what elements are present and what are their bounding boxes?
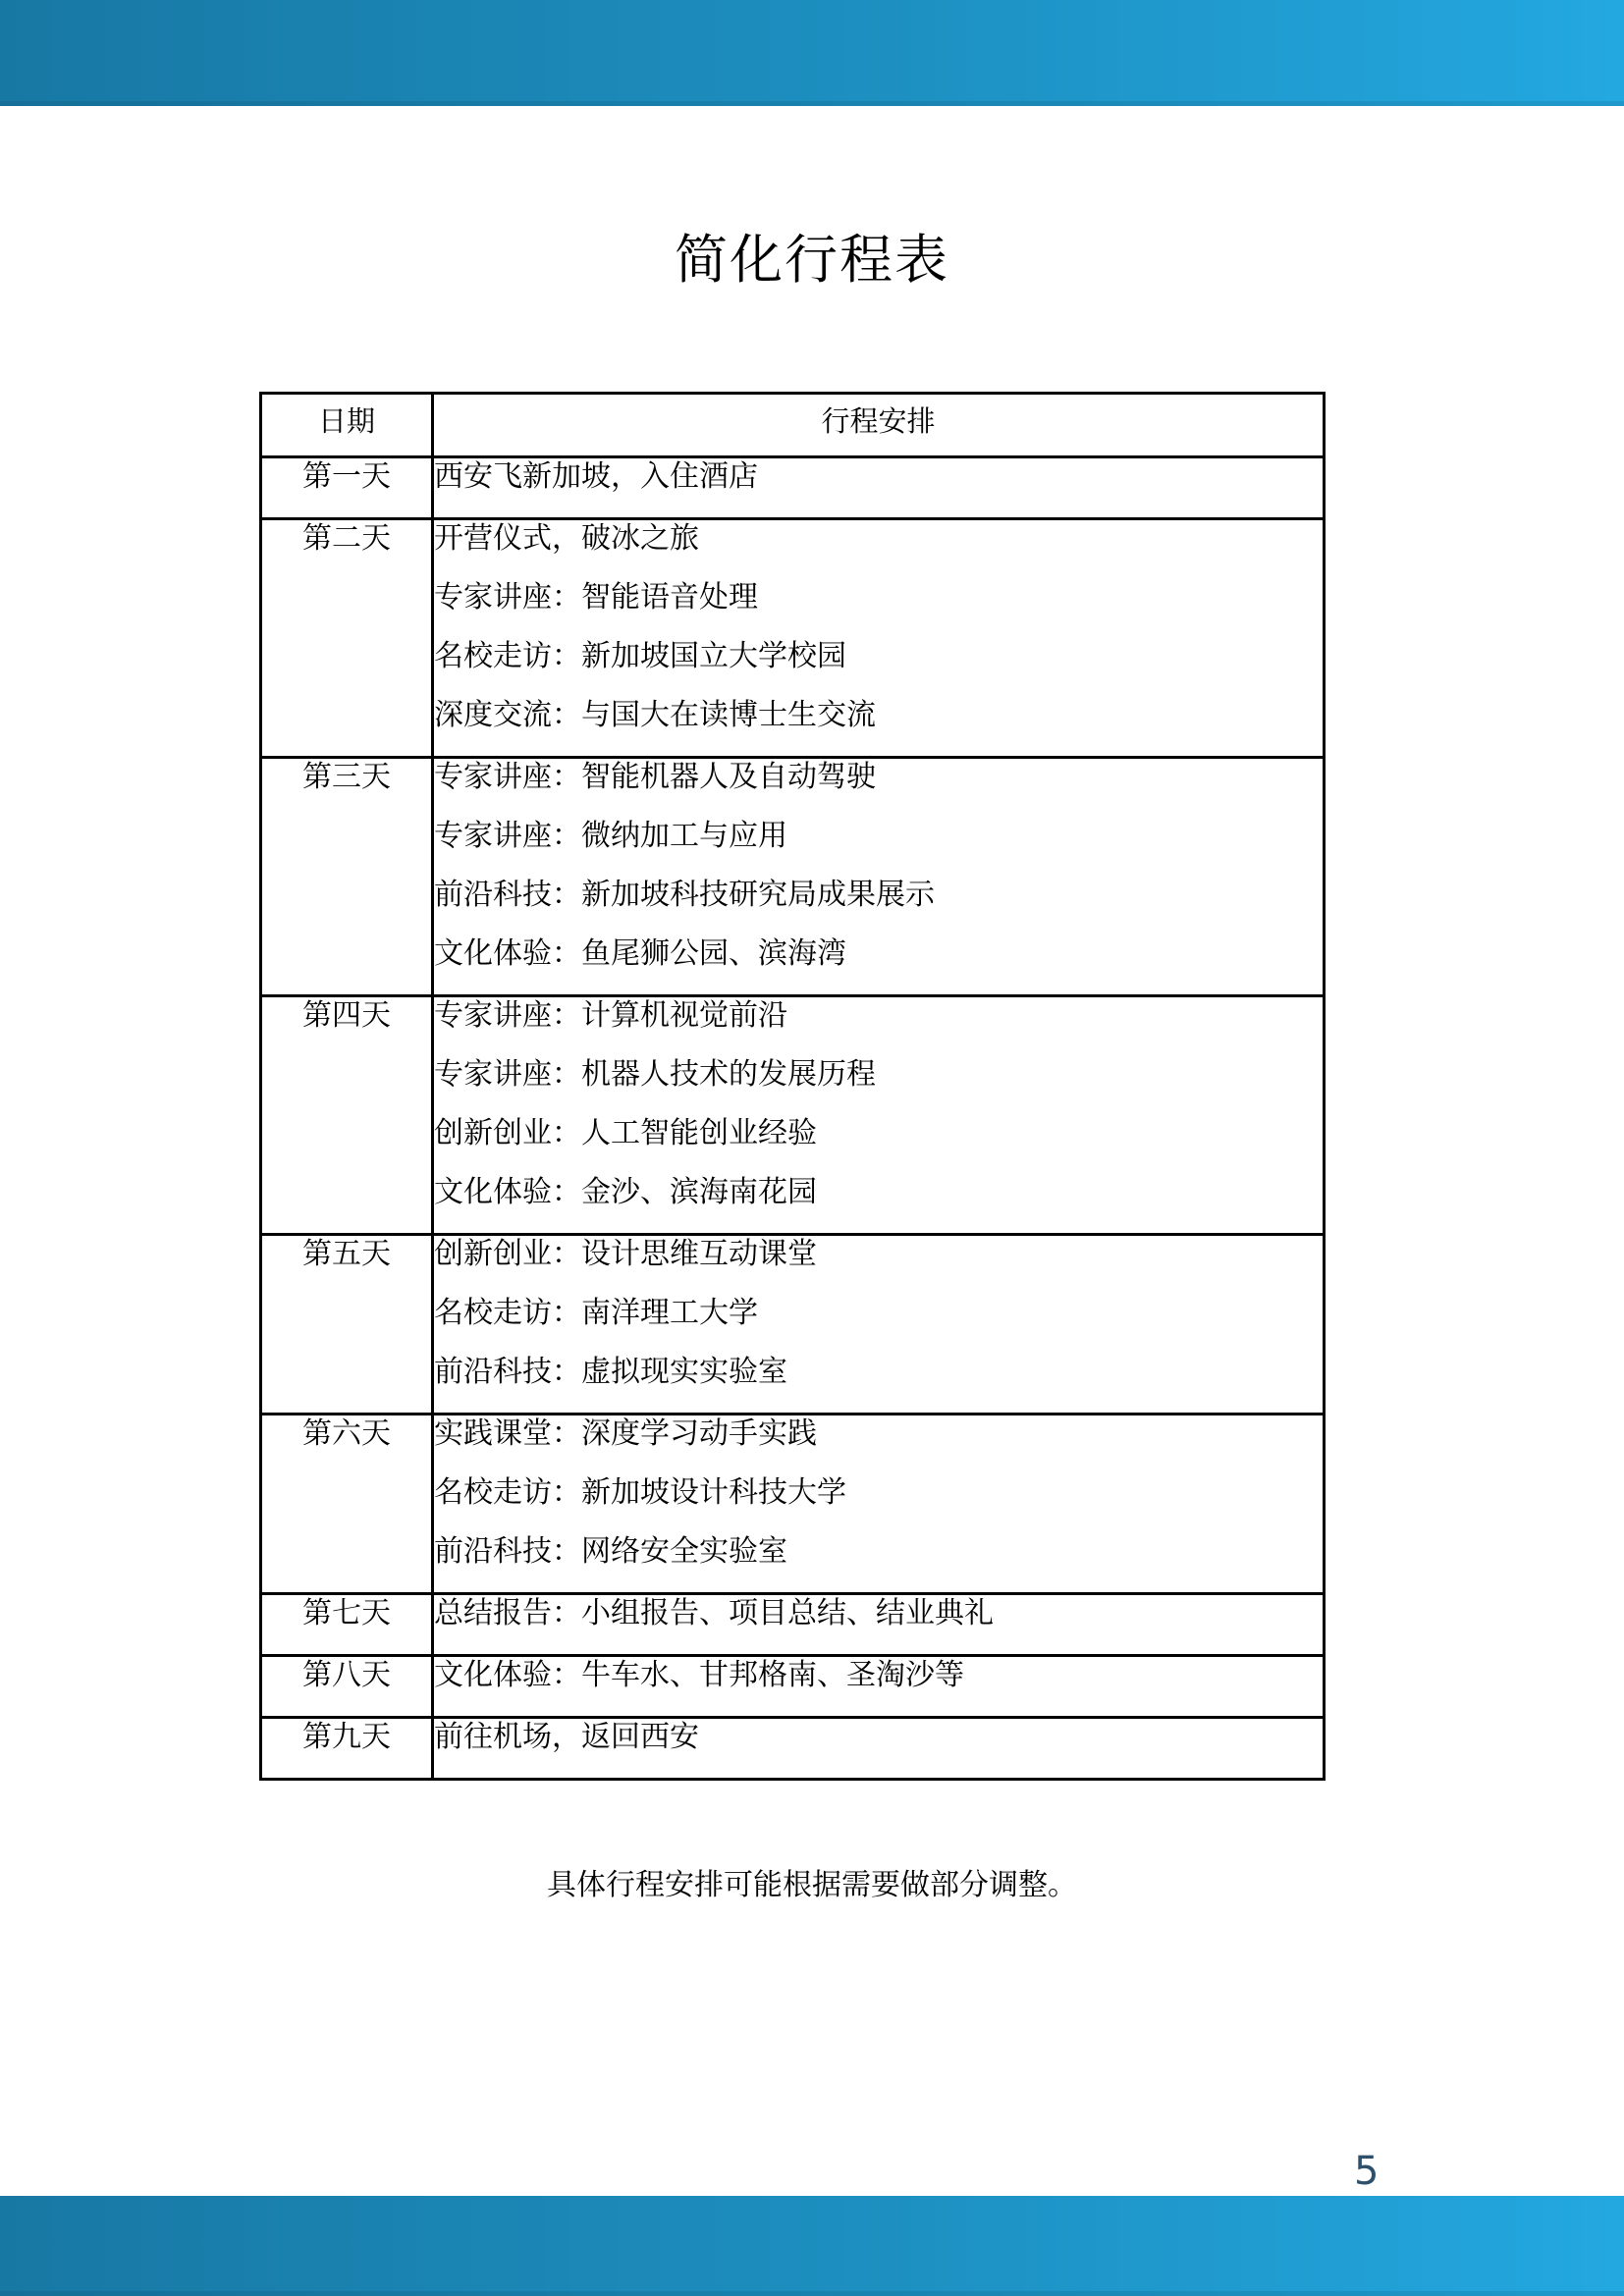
day-cell (261, 1235, 433, 1415)
activities-cell (433, 1718, 1325, 1780)
activity-line: 前往机场，返回西安 (434, 1721, 699, 1753)
activity-line: 开营仪式，破冰之旅 (434, 522, 699, 555)
activity-line: 前沿科技：新加坡科技研究局成果展示 (434, 879, 935, 911)
header-date: 日期 (261, 394, 433, 457)
table-row (261, 1656, 1325, 1718)
activity-line: 专家讲座：机器人技术的发展历程 (434, 1058, 876, 1091)
activities-cell (433, 1235, 1325, 1415)
day-cell (261, 519, 433, 758)
header-schedule: 行程安排 (433, 394, 1325, 457)
page-number: 5 (1354, 2149, 1380, 2194)
activities-cell (433, 996, 1325, 1235)
day-label: 第二天 (302, 522, 391, 555)
activity-line: 前沿科技：网络安全实验室 (434, 1535, 787, 1568)
day-label: 第一天 (302, 460, 391, 493)
day-label: 第三天 (302, 761, 391, 793)
activity-line: 专家讲座：智能语音处理 (434, 581, 758, 614)
activity-line: 文化体验：金沙、滨海南花园 (434, 1176, 817, 1208)
activity-line: 深度交流：与国大在读博士生交流 (434, 699, 876, 731)
table-row (261, 996, 1325, 1235)
table-header-row (261, 394, 1325, 457)
day-label: 第五天 (302, 1238, 391, 1270)
activity-line: 名校走访：新加坡国立大学校园 (434, 640, 846, 672)
table-body (261, 457, 1325, 1780)
day-cell (261, 758, 433, 996)
page-title: 简化行程表 (675, 231, 949, 291)
itinerary-table (259, 392, 1326, 1781)
day-cell (261, 996, 433, 1235)
activity-line: 专家讲座：智能机器人及自动驾驶 (434, 761, 876, 793)
bottom-banner (0, 2196, 1624, 2296)
day-cell (261, 457, 433, 519)
activities-cell (433, 519, 1325, 758)
activity-line: 文化体验：牛车水、甘邦格南、圣淘沙等 (434, 1659, 964, 1691)
activities-cell (433, 1656, 1325, 1718)
table-row (261, 457, 1325, 519)
day-label: 第九天 (302, 1721, 391, 1753)
note-text: 具体行程安排可能根据需要做部分调整。 (547, 1869, 1077, 1901)
activity-line: 西安飞新加坡，入住酒店 (434, 460, 758, 493)
table-row (261, 758, 1325, 996)
activities-cell (433, 758, 1325, 996)
table-row (261, 1415, 1325, 1594)
day-label: 第四天 (302, 999, 391, 1032)
activity-line: 文化体验：鱼尾狮公园、滨海湾 (434, 937, 846, 970)
activity-line: 专家讲座：计算机视觉前沿 (434, 999, 787, 1032)
activity-line: 创新创业：设计思维互动课堂 (434, 1238, 817, 1270)
activities-cell (433, 457, 1325, 519)
top-banner (0, 0, 1624, 106)
table-row (261, 1235, 1325, 1415)
table-row (261, 1718, 1325, 1780)
day-cell (261, 1656, 433, 1718)
activity-line: 前沿科技：虚拟现实实验室 (434, 1356, 787, 1388)
activity-line: 名校走访：南洋理工大学 (434, 1297, 758, 1329)
day-label: 第六天 (302, 1417, 391, 1450)
activity-line: 总结报告：小组报告、项目总结、结业典礼 (434, 1597, 994, 1629)
activities-cell (433, 1415, 1325, 1594)
itinerary-table-wrap (259, 392, 1326, 1781)
activity-line: 名校走访：新加坡设计科技大学 (434, 1476, 846, 1509)
activity-line: 专家讲座：微纳加工与应用 (434, 820, 787, 852)
activity-line: 实践课堂：深度学习动手实践 (434, 1417, 817, 1450)
activity-line: 创新创业：人工智能创业经验 (434, 1117, 817, 1149)
day-cell (261, 1415, 433, 1594)
day-cell (261, 1718, 433, 1780)
day-label: 第七天 (302, 1597, 391, 1629)
table-row (261, 519, 1325, 758)
table-row (261, 1594, 1325, 1656)
day-label: 第八天 (302, 1659, 391, 1691)
activities-cell (433, 1594, 1325, 1656)
day-cell (261, 1594, 433, 1656)
